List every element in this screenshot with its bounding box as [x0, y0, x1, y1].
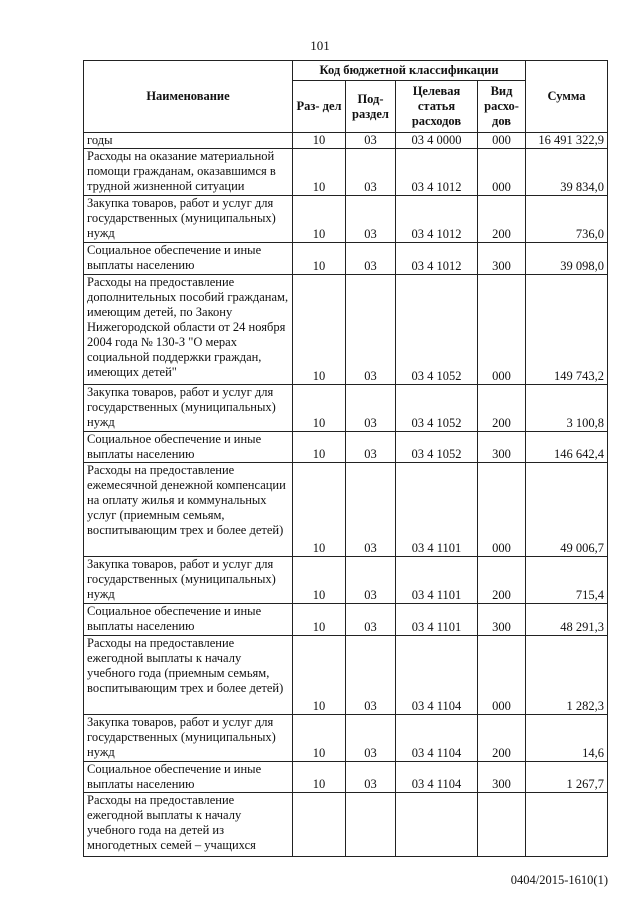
row-kind: 300 — [478, 243, 526, 275]
row-sum: 146 642,4 — [526, 432, 608, 463]
row-target: 03 4 1101 — [396, 463, 478, 557]
row-section: 10 — [293, 243, 346, 275]
table-row — [84, 636, 608, 715]
row-sum: 39 834,0 — [526, 149, 608, 196]
row-sum: 49 006,7 — [526, 463, 608, 557]
row-name: Социальное обеспечение и иные выплаты населению — [84, 432, 293, 463]
table-row — [84, 149, 608, 196]
row-kind: 300 — [478, 432, 526, 463]
row-name: Расходы на предоставление ежегодной выплаты к началу учебного года (приемным семьям, воспитывающим трех и более детей) — [84, 636, 293, 715]
row-name: Закупка товаров, работ и услуг для государственных (муниципальных) нужд — [84, 196, 293, 243]
row-subsection: 03 — [346, 275, 396, 385]
row-section: 10 — [293, 133, 346, 149]
row-name: Закупка товаров, работ и услуг для государственных (муниципальных) нужд — [84, 557, 293, 604]
row-sum: 16 491 322,9 — [526, 133, 608, 149]
row-kind: 300 — [478, 762, 526, 793]
row-target: 03 4 1101 — [396, 557, 478, 604]
header-subsection: Под- раздел — [346, 81, 396, 133]
row-sum: 149 743,2 — [526, 275, 608, 385]
budget-table — [83, 60, 608, 857]
row-section: 10 — [293, 463, 346, 557]
table-row — [84, 762, 608, 793]
row-subsection: 03 — [346, 463, 396, 557]
table-row — [84, 604, 608, 636]
table-row — [84, 243, 608, 275]
table-row — [84, 463, 608, 557]
table-row — [84, 196, 608, 243]
header-name: Наименование — [84, 61, 293, 133]
table-row — [84, 432, 608, 463]
row-subsection: 03 — [346, 196, 396, 243]
header-target: Целевая статья расходов — [396, 81, 478, 133]
row-sum: 48 291,3 — [526, 604, 608, 636]
header-sum: Сумма — [526, 61, 608, 133]
row-target: 03 4 1104 — [396, 715, 478, 762]
row-section: 10 — [293, 149, 346, 196]
page-number: 101 — [310, 38, 330, 53]
row-target — [396, 793, 478, 857]
row-sum: 1 282,3 — [526, 636, 608, 715]
row-target: 03 4 1052 — [396, 432, 478, 463]
row-kind: 200 — [478, 715, 526, 762]
row-name: Закупка товаров, работ и услуг для государственных (муниципальных) нужд — [84, 385, 293, 432]
row-name: Расходы на предоставление дополнительных пособий гражданам, имеющим детей, по Закону Нижегородской области от 24 ноября 2004 года № 130-З "О мерах социальной поддержки граждан, имеющих детей" — [84, 275, 293, 385]
row-target: 03 4 1101 — [396, 604, 478, 636]
row-kind: 300 — [478, 604, 526, 636]
row-target: 03 4 1104 — [396, 636, 478, 715]
row-section: 10 — [293, 604, 346, 636]
row-kind: 000 — [478, 275, 526, 385]
row-kind: 200 — [478, 196, 526, 243]
row-kind: 200 — [478, 557, 526, 604]
row-target: 03 4 1052 — [396, 385, 478, 432]
row-target: 03 4 1012 — [396, 243, 478, 275]
table-row — [84, 385, 608, 432]
row-sum — [526, 793, 608, 857]
table-row — [84, 557, 608, 604]
row-section: 10 — [293, 557, 346, 604]
row-name: Расходы на оказание материальной помощи гражданам, оказавшимся в трудной жизненной ситуации — [84, 149, 293, 196]
row-target: 03 4 0000 — [396, 133, 478, 149]
row-subsection: 03 — [346, 149, 396, 196]
row-name: Расходы на предоставление ежемесячной денежной компенсации на оплату жилья и коммунальных услуг (приемным семьям, воспитывающим трех и более детей) — [84, 463, 293, 557]
table-body — [84, 133, 608, 857]
row-section: 10 — [293, 385, 346, 432]
row-name: Социальное обеспечение и иные выплаты населению — [84, 604, 293, 636]
row-subsection: 03 — [346, 133, 396, 149]
row-name: Социальное обеспечение и иные выплаты населению — [84, 762, 293, 793]
row-subsection — [346, 793, 396, 857]
row-name: годы — [84, 133, 293, 149]
row-sum: 39 098,0 — [526, 243, 608, 275]
row-subsection: 03 — [346, 557, 396, 604]
row-section: 10 — [293, 432, 346, 463]
row-subsection: 03 — [346, 762, 396, 793]
row-kind: 000 — [478, 636, 526, 715]
header-kind: Вид расхо- дов — [478, 81, 526, 133]
row-section: 10 — [293, 762, 346, 793]
row-kind: 200 — [478, 385, 526, 432]
row-section: 10 — [293, 715, 346, 762]
row-sum: 1 267,7 — [526, 762, 608, 793]
row-kind — [478, 793, 526, 857]
row-kind: 000 — [478, 133, 526, 149]
row-name: Расходы на предоставление ежегодной выплаты к началу учебного года на детей из многодетных семей – учащихся — [84, 793, 293, 857]
row-target: 03 4 1012 — [396, 196, 478, 243]
row-target: 03 4 1052 — [396, 275, 478, 385]
row-subsection: 03 — [346, 715, 396, 762]
row-section: 10 — [293, 196, 346, 243]
row-section — [293, 793, 346, 857]
header-section: Раз- дел — [293, 81, 346, 133]
row-kind: 000 — [478, 463, 526, 557]
row-section: 10 — [293, 275, 346, 385]
row-section: 10 — [293, 636, 346, 715]
table-row — [84, 715, 608, 762]
row-sum: 715,4 — [526, 557, 608, 604]
row-subsection: 03 — [346, 243, 396, 275]
row-sum: 3 100,8 — [526, 385, 608, 432]
table-row — [84, 275, 608, 385]
row-target: 03 4 1012 — [396, 149, 478, 196]
table-row — [84, 793, 608, 857]
row-subsection: 03 — [346, 604, 396, 636]
row-target: 03 4 1104 — [396, 762, 478, 793]
row-sum: 736,0 — [526, 196, 608, 243]
header-code-group: Код бюджетной классификации — [293, 61, 526, 81]
row-subsection: 03 — [346, 636, 396, 715]
row-kind: 000 — [478, 149, 526, 196]
document-code: 0404/2015-1610(1) — [510, 873, 608, 887]
table-row — [84, 133, 608, 149]
row-subsection: 03 — [346, 385, 396, 432]
row-subsection: 03 — [346, 432, 396, 463]
row-sum: 14,6 — [526, 715, 608, 762]
row-name: Закупка товаров, работ и услуг для государственных (муниципальных) нужд — [84, 715, 293, 762]
row-name: Социальное обеспечение и иные выплаты населению — [84, 243, 293, 275]
